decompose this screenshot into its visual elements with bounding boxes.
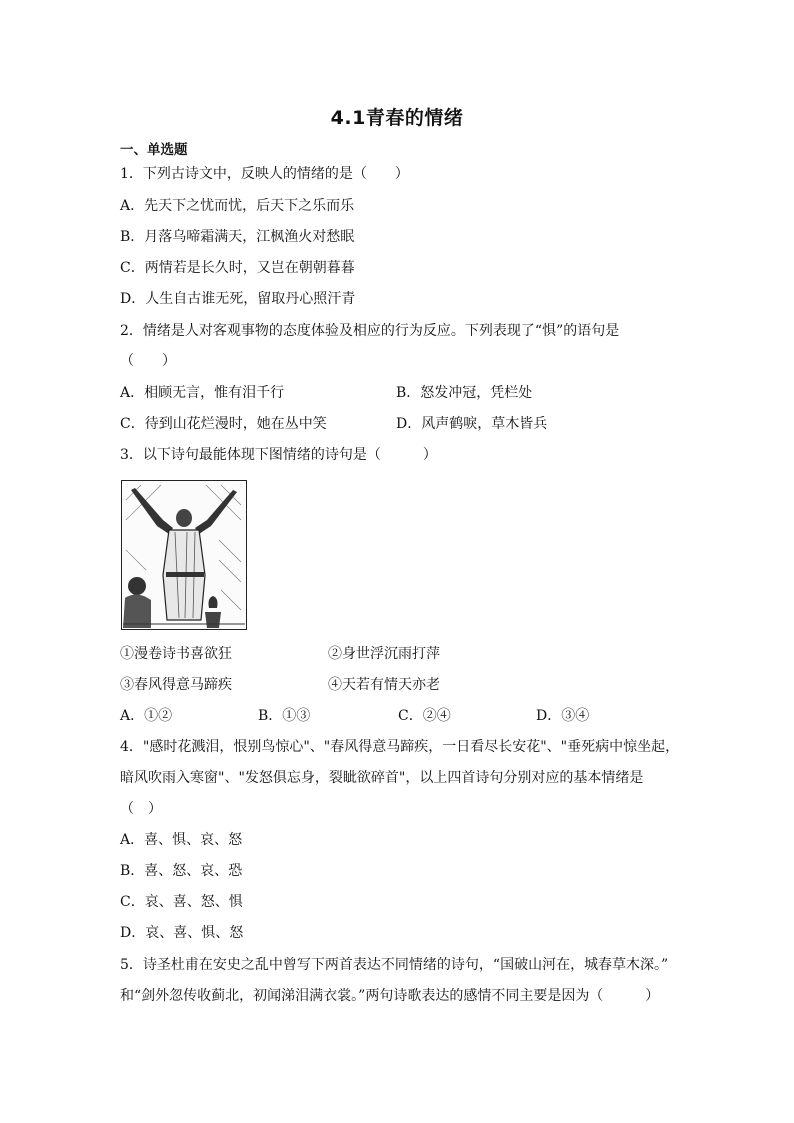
- question-4-option-a: A．喜、惧、哀、怒: [120, 832, 243, 848]
- question-2-option-a: A．相顾无言，惟有泪千行: [120, 385, 285, 401]
- question-3-verse-2: ②身世浮沉雨打萍: [328, 646, 440, 662]
- question-4-option-d: D．哀、喜、惧、怒: [120, 925, 244, 941]
- question-2-stem: 2．情绪是人对客观事物的态度体验及相应的行为反应。下列表现了“惧”的语句是: [120, 323, 620, 339]
- question-3-option-d: D．③④: [536, 708, 590, 724]
- question-1-option-d: D．人生自古谁无死，留取丹心照汗青: [120, 291, 356, 307]
- question-4-answer-paren: （ ）: [120, 801, 162, 817]
- question-3-verse-1: ①漫卷诗书喜欲狂: [120, 646, 232, 662]
- question-3-option-b: B．①③: [258, 708, 311, 724]
- question-1-option-c: C．两情若是长久时，又岂在朝朝暮暮: [120, 260, 355, 276]
- question-4-option-c: C．哀、喜、怒、惧: [120, 894, 243, 910]
- question-4-stem-line-2: 暗风吹雨入寒窗"、"发怒俱忘身，裂眦欲碎首"，以上四首诗句分别对应的基本情绪是: [120, 770, 644, 786]
- question-4-stem-line-1: 4．"感时花溅泪，恨别鸟惊心"、"春风得意马蹄疾，一日看尽长安花"、"垂死病中惊坐起，: [120, 739, 680, 755]
- question-4-option-b: B．喜、怒、哀、恐: [120, 863, 243, 879]
- question-1-stem: 1．下列古诗文中，反映人的情绪的是（ ）: [120, 166, 409, 182]
- page-title: 4.1青春的情绪: [330, 107, 464, 129]
- question-5-stem-line-2: 和“剑外忽传收蓟北，初闻涕泪满衣裳。”两句诗歌表达的感情不同主要是因为（ ）: [120, 988, 660, 1004]
- question-3-verse-3: ③春风得意马蹄疾: [120, 677, 232, 693]
- question-2-option-b: B．怒发冲冠，凭栏处: [396, 385, 533, 401]
- question-3-option-c: C．②④: [398, 708, 451, 724]
- question-1-option-b: B．月落乌啼霜满天，江枫渔火对愁眠: [120, 229, 355, 245]
- section-heading: 一、单选题: [120, 142, 188, 158]
- question-3-verse-4: ④天若有情天亦老: [328, 677, 440, 693]
- question-1-option-a: A．先天下之忧而忧，后天下之乐而乐: [120, 198, 355, 214]
- question-3-illustration: [121, 480, 247, 630]
- question-5-stem-line-1: 5．诗圣杜甫在安史之乱中曾写下两首表达不同情绪的诗句，“国破山河在，城春草木深。”: [120, 957, 669, 973]
- question-3-stem: 3．以下诗句最能体现下图情绪的诗句是（ ）: [120, 447, 437, 463]
- question-2-option-c: C．待到山花烂漫时，她在丛中笑: [120, 416, 327, 432]
- question-2-answer-paren: （ ）: [120, 353, 176, 369]
- question-3-option-a: A．①②: [120, 708, 173, 724]
- question-2-option-d: D．风声鹤唳，草木皆兵: [396, 416, 548, 432]
